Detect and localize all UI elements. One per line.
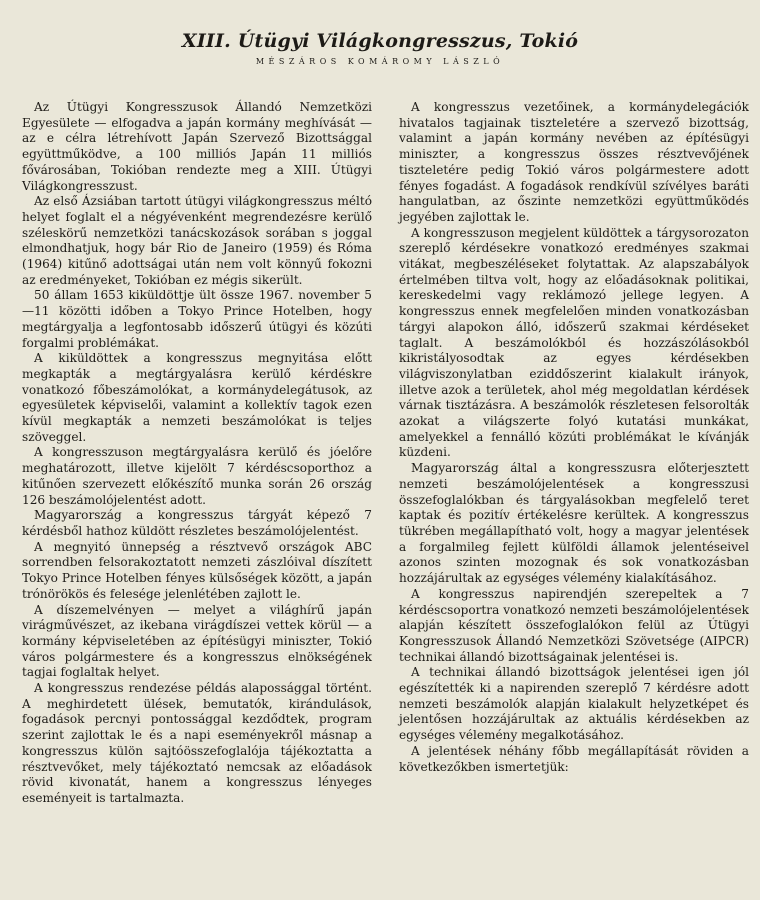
- paragraph: Az Útügyi Kongresszusok Állandó Nemzetközi Egyesülete — elfogadva a japán kormány meghívását — az e célra létrehívott Japán Szervező Bizottsággal együttműködve, a 100 milliós Japán 11 milliós fővárosában, Tokióban rendezte meg a XIII. Útügyi Világkongresszust.: [22, 100, 372, 193]
- right-column: [399, 100, 749, 775]
- paragraph: A kongresszus rendezése példás alapossággal történt. A meghirdetett ülések, bemutatók, kirándulások, fogadások percnyi pontossággal kezdődtek, program szerint zajlottak le és a napi eseményekről másnap a kongresszus külön sajtóösszefoglalója tájékoztatta a résztvevőket, mely tájékoztató nemcsak az előadások rövid kivonatát, hanem a kongresszus lényeges eseményeit is tartalmazta.: [22, 681, 372, 805]
- paragraph: A kongresszuson megjelent küldöttek a tárgysorozaton szereplő kérdésekre vonatkozó eredményes szakmai vitákat, megbeszéléseket folytattak. Az alapszabályok értelmében tiltva volt, hogy az előadásoknak politikai, kereskedelmi vagy reklámozó jellege legyen. A kongresszus ennek megfelelően minden vonatkozásban tárgyi alapokon álló, időszerű szakmai kérdéseket taglalt. A beszámolókból és hozzászólásokból kikristályosodtak az egyes kérdésekben világviszonylatban eziddőszerint kialakult irányok, illetve azok a területek, ahol még megoldatlan kérdések várnak tisztázásra. A beszámolók részletesen felsorolták azokat a világszerte folyó kutatási munkákat, amelyekkel a fennálló közúti problémákat le kívánják küzdeni.: [399, 225, 749, 460]
- paragraph: Az első Ázsiában tartott útügyi világkongresszus méltó helyet foglalt el a négyévenként megrendezésre kerülő széleskörű nemzetközi tanácskozások sorában s joggal elmondhatjuk, hogy bár Rio de Janeiro (1959) és Róma (1964) kitűnő adottságai után nem volt könnyű fokozni az eredményeket, Tokióban ez mégis sikerült.: [22, 194, 372, 287]
- paragraph: 50 állam 1653 kiküldöttje ült össze 1967. november 5—11 közötti időben a Tokyo Prince Hotelben, hogy megtárgyalja a legfontosabb időszerű útügyi és közúti forgalmi problémákat.: [22, 288, 372, 350]
- paragraph: A kongresszus vezetőinek, a kormánydelegációk hivatalos tagjainak tiszteletére a szervező bizottság, valamint a japán kormány nevében az építésügyi miniszter, a kongresszus összes résztvevőjének tiszteletére pedig Tokió város polgármestere adott fényes fogadást. A fogadások rendkívül szívélyes baráti hangulatban, az őszinte nemzetközi együttműködés jegyében zajlottak le.: [399, 100, 749, 224]
- paragraph: A díszemelvényen — melyet a világhírű japán virágművészet, az ikebana virágdíszei vettek körül — a kormány képviseletében az építésügyi miniszter, Tokió város polgármestere és a kongresszus elnökségének tagjai foglaltak helyet.: [22, 602, 372, 680]
- paragraph: A megnyitó ünnepség a résztvevő országok ABC sorrendben felsorakoztatott nemzeti zászlóival díszített Tokyo Prince Hotelben fényes külsőségek között, a japán trónörökös és felesége jelenlétében zajlott le.: [22, 539, 372, 601]
- left-column: [22, 100, 372, 807]
- paragraph: A jelentések néhány főbb megállapítását röviden a következőkben ismertetjük:: [399, 743, 749, 774]
- paragraph: A kongresszus napirendjén szerepeltek a 7 kérdéscsoportra vonatkozó nemzeti beszámolójelentések alapján készített összefoglalókon felül az Útügyi Kongresszusok Állandó Nemzetközi Szövetsége (AIPCR) technikai állandó bizottságainak jelentései is.: [399, 586, 749, 664]
- paragraph: A kiküldöttek a kongresszus megnyitása előtt megkapták a megtárgyalásra kerülő kérdéskre vonatkozó főbeszámolókat, a kormánydelegátusok, az egyesületek képviselői, valamint a kollektív tagok ezen kívül megkapták a nemzeti beszámolókat is teljes szöveggel.: [22, 351, 372, 444]
- author-name: MÉSZÁROS KOMÁROMY LÁSZLÓ: [255, 57, 505, 66]
- paragraph: A kongresszuson megtárgyalásra kerülő és jóelőre meghatározott, illetve kijelölt 7 kérdéscsoporthoz a kitűnően szervezett előkészítő munka során 26 ország 126 beszámolójelentést adott.: [22, 445, 372, 507]
- paragraph: Magyarország által a kongresszusra előterjesztett nemzeti beszámolójelentések a kongresszusi összefoglalókban és tárgyalásokban megfelelő teret kaptak és pozitív értékelésre kerültek. A kongresszus tükrében megállapítható volt, hogy a magyar jelentések a forgalmileg fejlett külföldi államok jelentéseivel azonos szinten mozognak és sok vonatkozásban hozzájárultak az egységes vélemény kialakításához.: [399, 461, 749, 586]
- article-title: XIII. Útügyi Világkongresszus, Tokió: [181, 30, 579, 52]
- paragraph: A technikai állandó bizottságok jelentései igen jól egészítették ki a napirenden szereplő 7 kérdésre adott nemzeti beszámolók alapján kialakult helyzetképet és jelentősen hozzájárultak az aktuális kérdésekben az egységes vélemény megalkotásához.: [399, 665, 749, 743]
- paragraph: Magyarország a kongresszus tárgyát képező 7 kérdésből hathoz küldött részletes beszámolójelentést.: [22, 508, 372, 538]
